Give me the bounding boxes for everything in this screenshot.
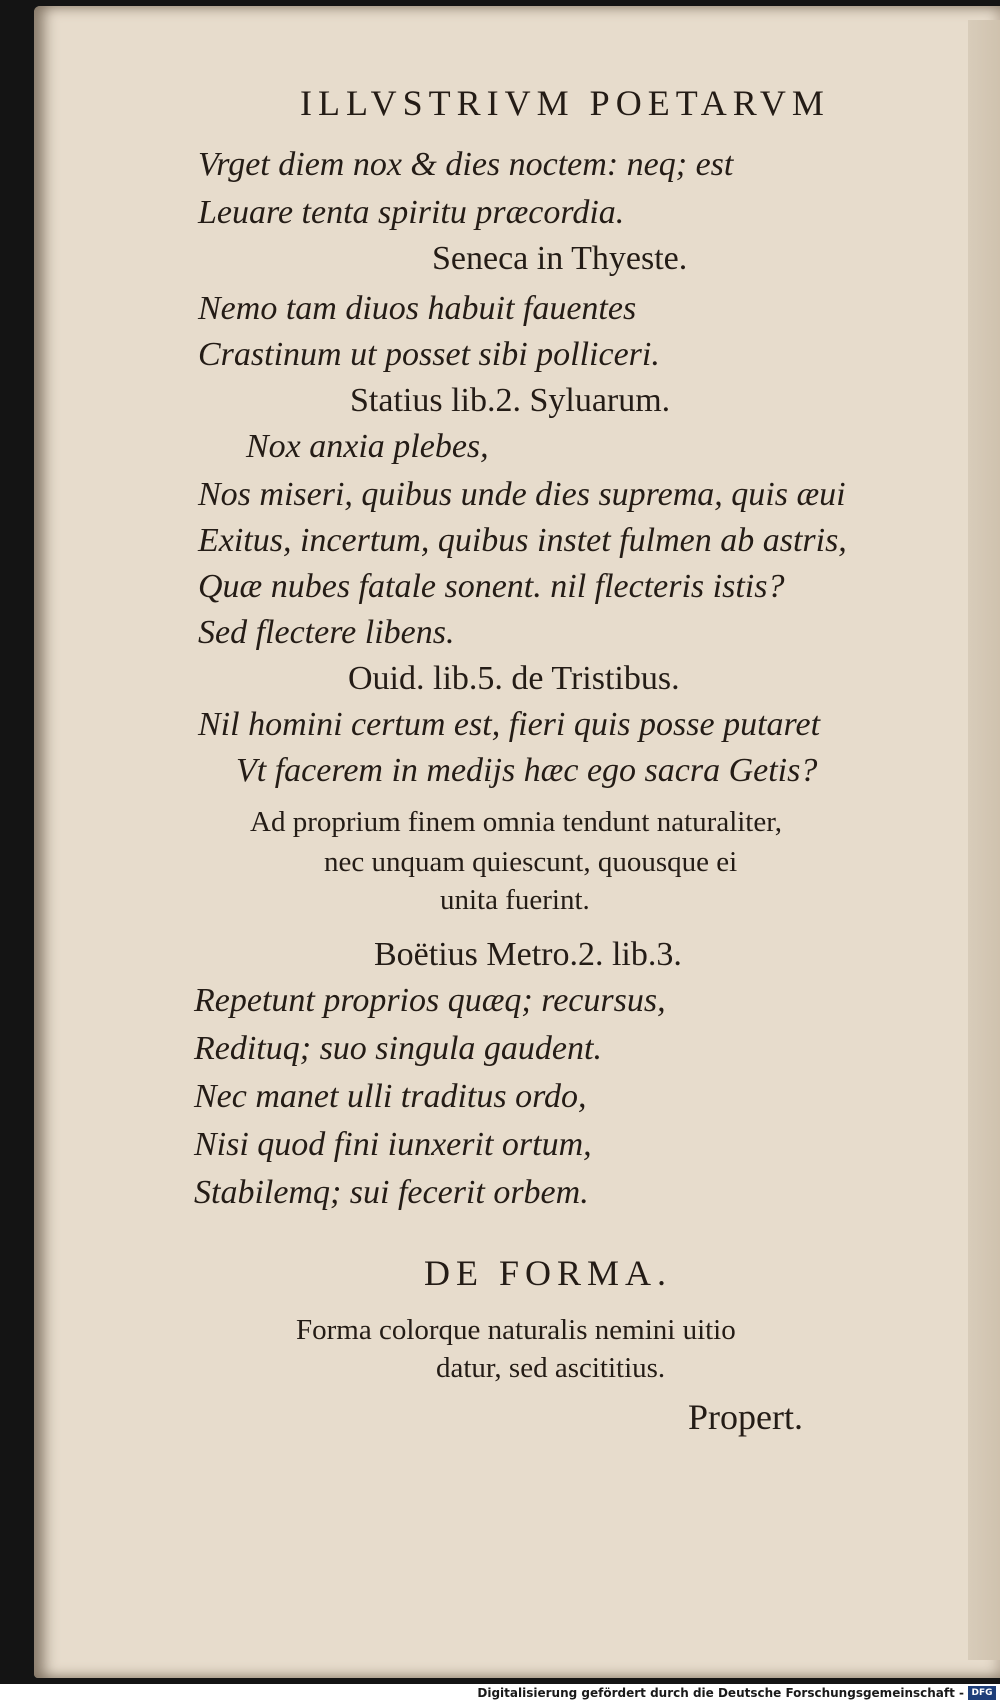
prose-line: Ad proprium finem omnia tendunt naturaliter, [250, 806, 782, 838]
verse-line: Stabilemq; sui fecerit orbem. [194, 1174, 589, 1211]
verse-line: Nec manet ulli traditus ordo, [194, 1078, 587, 1115]
verse-line: Nemo tam diuos habuit fauentes [198, 290, 637, 327]
verse-line: Nil homini certum est, fieri quis posse putaret [198, 706, 821, 743]
verse-line: Nox anxia plebes, [246, 428, 489, 465]
verse-line: Vrget diem nox & dies noctem: neq; est [198, 146, 734, 183]
source-citation: Statius lib.2. Syluarum. [350, 382, 671, 419]
verse-line: Nos miseri, quibus unde dies suprema, quis æui [198, 476, 846, 513]
verse-line: Nisi quod fini iunxerit ortum, [194, 1126, 592, 1163]
source-citation: Ouid. lib.5. de Tristibus. [348, 660, 680, 697]
footer-credit: Digitalisierung gefördert durch die Deutsche Forschungsgemeinschaft - [477, 1686, 964, 1700]
prose-line: datur, sed ascititius. [436, 1352, 666, 1384]
prose-line: nec unquam quiescunt, quousque ei [324, 846, 738, 878]
prose-line: unita fuerint. [440, 884, 590, 916]
footer-bar [0, 1684, 1000, 1703]
prose-line: Forma colorque naturalis nemini uitio [296, 1314, 736, 1346]
section-heading: DE FORMA. [424, 1253, 673, 1293]
source-citation: Boëtius Metro.2. lib.3. [374, 936, 682, 973]
verse-line: Sed flectere libens. [198, 614, 455, 651]
running-header: ILLVSTRIVM POETARVM [300, 83, 830, 123]
dfg-logo: DFG [968, 1686, 996, 1700]
verse-line: Quæ nubes fatale sonent. nil flecteris istis? [198, 568, 785, 605]
verse-line: Leuare tenta spiritu præcordia. [198, 194, 625, 231]
verse-line: Redituq; suo singula gaudent. [194, 1030, 602, 1067]
verse-line: Vt facerem in medijs hæc ego sacra Getis? [236, 752, 818, 789]
catchword: Propert. [688, 1397, 803, 1437]
source-citation: Seneca in Thyeste. [432, 240, 688, 277]
verse-line: Crastinum ut posset sibi polliceri. [198, 336, 660, 373]
verse-line: Repetunt proprios quæq; recursus, [194, 982, 666, 1019]
facing-page-edge [968, 20, 1000, 1660]
verse-line: Exitus, incertum, quibus instet fulmen ab astris, [198, 522, 847, 559]
